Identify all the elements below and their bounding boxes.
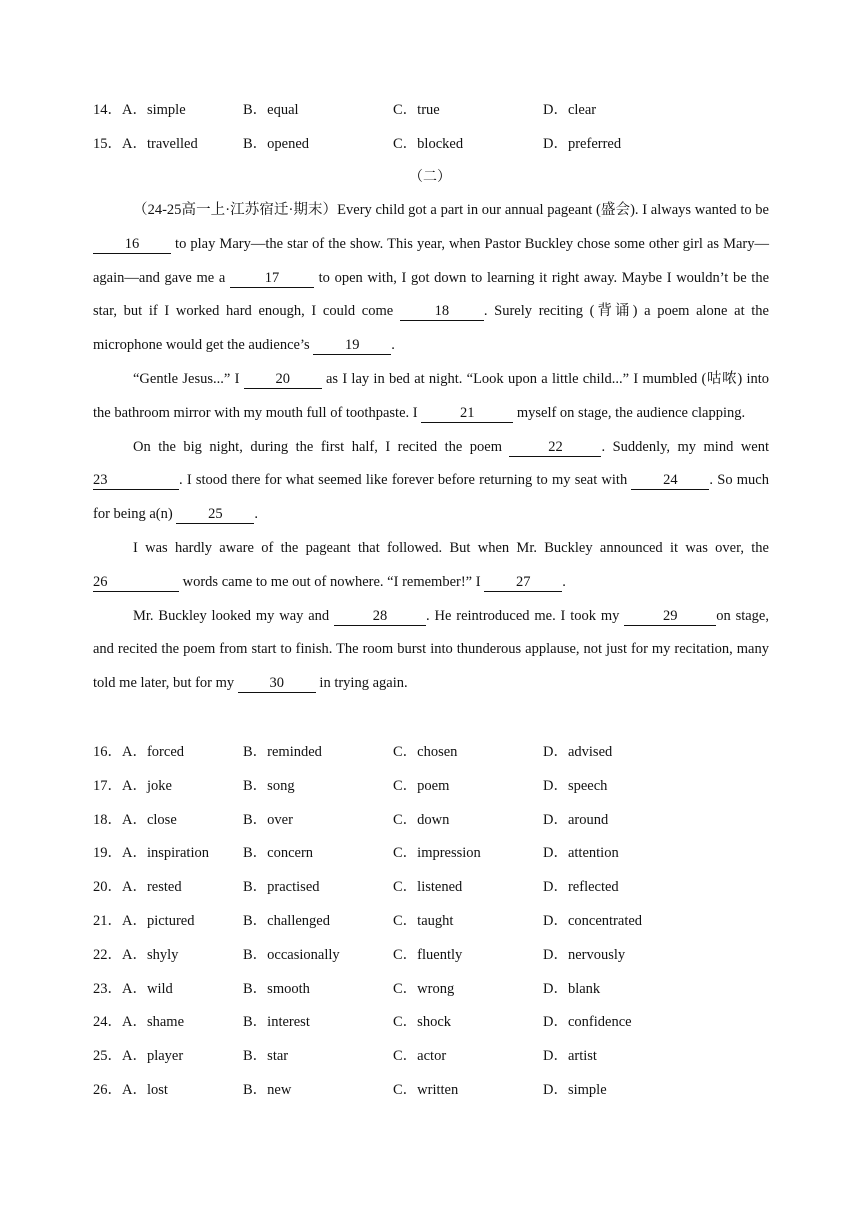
option-b: B．reminded bbox=[243, 744, 322, 760]
paragraph-4: I was hardly aware of the pageant that followed. But when Mr. Buckley announced it was over, the 26 words came to me out of nowhere. “I remember!” I 27 . bbox=[93, 539, 769, 590]
option-a: 15．A．travelled bbox=[93, 136, 198, 152]
option-b: B．over bbox=[243, 811, 293, 828]
option-a bbox=[93, 1012, 184, 1032]
option-b: B．occasionally bbox=[243, 946, 340, 963]
option-d: D．concentrated bbox=[543, 913, 643, 929]
option-c: C．chosen bbox=[393, 744, 458, 760]
blank-27[interactable]: 27 bbox=[484, 573, 562, 592]
option-b: B．concern bbox=[243, 845, 314, 862]
option-a bbox=[93, 877, 182, 897]
option-b: B．interest bbox=[243, 1014, 310, 1031]
question-number: 16． bbox=[93, 744, 122, 760]
option-d: D．speech bbox=[543, 777, 608, 794]
blank-20[interactable]: 20 bbox=[244, 370, 322, 389]
question-number: 18． bbox=[93, 811, 122, 828]
question-number: 25． bbox=[93, 1048, 122, 1065]
option-a-text: A．lost bbox=[122, 1082, 168, 1098]
option-d: D．attention bbox=[543, 845, 619, 862]
option-b: B．challenged bbox=[243, 913, 330, 929]
source-label: （24-25高一上·江苏宿迁·期末） bbox=[133, 202, 338, 218]
option-c: C．listened bbox=[393, 879, 463, 896]
blank-24[interactable]: 24 bbox=[631, 471, 709, 490]
option-d: D．blank bbox=[543, 980, 601, 997]
question-number: 21． bbox=[93, 913, 122, 929]
question-number: 19． bbox=[93, 845, 122, 862]
option-a bbox=[93, 810, 177, 830]
option-d: D．around bbox=[543, 811, 609, 828]
option-c: C．poem bbox=[393, 777, 450, 794]
option-a-text: A．player bbox=[122, 1048, 184, 1065]
option-b: B．equal bbox=[243, 102, 299, 118]
blank-16[interactable]: 16 bbox=[93, 235, 171, 254]
option-c: C．actor bbox=[393, 1048, 447, 1065]
option-c: C．taught bbox=[393, 913, 454, 929]
option-b: B．new bbox=[243, 1082, 292, 1098]
option-d: D．nervously bbox=[543, 946, 626, 963]
blank-25[interactable]: 25 bbox=[176, 505, 254, 524]
blank-28[interactable]: 28 bbox=[334, 607, 426, 626]
option-c: C．down bbox=[393, 811, 450, 828]
option-c: C．shock bbox=[393, 1014, 451, 1031]
option-a-text: A．forced bbox=[122, 744, 185, 760]
question-number: 24． bbox=[93, 1014, 122, 1031]
option-c: C．written bbox=[393, 1082, 459, 1098]
question-number: 15． bbox=[93, 136, 122, 152]
cloze-passage bbox=[93, 194, 769, 701]
question-number: 22． bbox=[93, 946, 122, 963]
option-a bbox=[93, 979, 173, 999]
option-a bbox=[93, 742, 184, 762]
option-d: D．preferred bbox=[543, 136, 622, 152]
question-number: 23． bbox=[93, 980, 122, 997]
option-b: B．practised bbox=[243, 879, 320, 896]
option-d: D．advised bbox=[543, 744, 613, 760]
blank-23[interactable]: 23 bbox=[93, 471, 179, 490]
paragraph-5: Mr. Buckley looked my way and 28 . He reintroduced me. I took my 29 on stage, and recited the poem from start to finish. The room burst into thunderous applause, not just for my recitation, many told me later, but for my 30 in trying again. bbox=[93, 607, 769, 692]
option-a: 14．A．simple bbox=[93, 102, 186, 118]
option-c: C．blocked bbox=[393, 136, 464, 152]
option-a-text: A．rested bbox=[122, 879, 182, 896]
question-number: 26． bbox=[93, 1082, 122, 1098]
blank-17[interactable]: 17 bbox=[230, 269, 314, 288]
question-number: 14． bbox=[93, 102, 122, 118]
option-b: B．smooth bbox=[243, 980, 310, 997]
option-d: D．clear bbox=[543, 102, 597, 118]
option-a-text: A．inspiration bbox=[122, 845, 209, 862]
option-d: D．simple bbox=[543, 1082, 607, 1098]
question-number: 20． bbox=[93, 879, 122, 896]
option-a-text: A．joke bbox=[122, 777, 172, 794]
option-a-text: A．shyly bbox=[122, 946, 179, 963]
option-c: C．wrong bbox=[393, 980, 455, 997]
blank-21[interactable]: 21 bbox=[421, 404, 513, 423]
option-a-text: A．shame bbox=[122, 1014, 185, 1031]
option-a bbox=[93, 843, 209, 863]
blank-26[interactable]: 26 bbox=[93, 573, 179, 592]
option-a-text: A．pictured bbox=[122, 913, 195, 929]
option-d: D．confidence bbox=[543, 1014, 632, 1031]
section-title: （二） bbox=[409, 170, 451, 185]
blank-18[interactable]: 18 bbox=[400, 302, 484, 321]
option-b: B．star bbox=[243, 1048, 289, 1065]
option-a bbox=[93, 945, 178, 965]
option-b: B．opened bbox=[243, 136, 310, 152]
option-a bbox=[93, 911, 194, 931]
blank-30[interactable]: 30 bbox=[238, 674, 316, 693]
option-c: C．impression bbox=[393, 845, 481, 862]
paragraph-2: “Gentle Jesus...” I 20 as I lay in bed at night. “Look upon a little child...” I mumbled (咕哝) into the bathroom mirror with my mouth full of toothpaste. I 21 myself on stage, the audience clapping. bbox=[93, 370, 769, 421]
option-a bbox=[93, 776, 172, 796]
option-d: D．reflected bbox=[543, 879, 619, 896]
option-c: C．true bbox=[393, 102, 440, 118]
option-a-text: A．close bbox=[122, 811, 177, 828]
blank-29[interactable]: 29 bbox=[624, 607, 716, 626]
question-number: 17． bbox=[93, 777, 122, 794]
blank-22[interactable]: 22 bbox=[509, 438, 601, 457]
paragraph-3: On the big night, during the first half, I recited the poem 22 . Suddenly, my mind went 23 . I stood there for what seemed like forever before returning to my seat with 24 . So much for being a(n) 25 . bbox=[93, 438, 769, 523]
option-d: D．artist bbox=[543, 1048, 597, 1065]
option-b: B．song bbox=[243, 777, 295, 794]
paragraph-1: （24-25高一上·江苏宿迁·期末）Every child got a part in our annual pageant (盛会). I always wanted to be 16 to play Mary—the star of the show. This year, when Pastor Buckley chose some other girl as Mary—again—and gave me a 17 to open with, I got down to learning it right away. Maybe I wouldn’t be the star, but if I worked hard enough, I could come 18 . Surely reciting (背诵) a poem alone at the microphone would get the audience’s 19 . bbox=[93, 202, 769, 354]
option-c: C．fluently bbox=[393, 946, 463, 963]
option-a-text: A．wild bbox=[122, 980, 173, 997]
blank-19[interactable]: 19 bbox=[313, 336, 391, 355]
option-a bbox=[93, 1046, 183, 1066]
option-a bbox=[93, 1080, 168, 1100]
